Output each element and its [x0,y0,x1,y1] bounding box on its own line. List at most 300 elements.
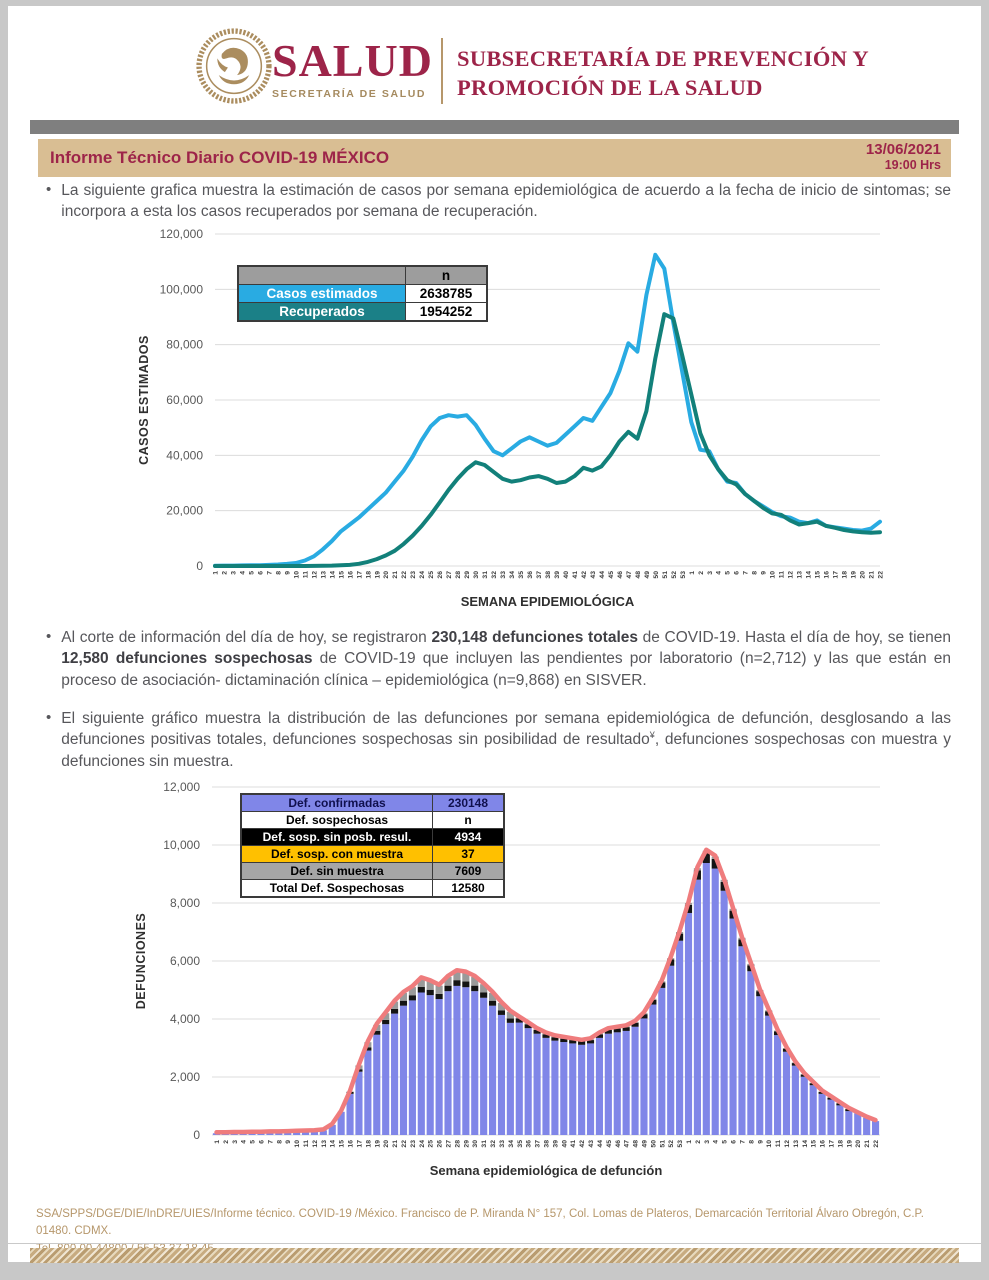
svg-text:14: 14 [329,571,337,579]
svg-text:27: 27 [446,571,454,579]
report-date: 13/06/2021 [865,141,941,158]
svg-text:42: 42 [579,1140,587,1148]
deaths-confirmed-bar [471,991,478,1135]
svg-text:48: 48 [634,571,642,579]
svg-text:16: 16 [823,571,831,579]
deaths-confirmed-bar [738,946,745,1135]
deaths-confirmed-bar [605,1034,612,1135]
svg-text:7: 7 [266,571,274,575]
svg-text:30: 30 [472,1140,480,1148]
bullet-marker: • [46,181,52,198]
cases-legend-table-value: 1954252 [406,303,488,322]
svg-text:51: 51 [659,1140,667,1148]
svg-text:33: 33 [498,1140,506,1148]
footer-divider [8,1243,981,1244]
deaths-confirmed-bar [819,1094,826,1135]
svg-text:14: 14 [329,1140,337,1148]
svg-text:6: 6 [257,571,265,575]
svg-text:10: 10 [293,571,301,579]
deaths-legend-table-label: Def. sospechosas [241,812,433,829]
svg-text:14: 14 [801,1140,809,1148]
svg-text:50: 50 [652,571,660,579]
svg-text:50: 50 [650,1140,658,1148]
svg-text:43: 43 [589,571,597,579]
deaths-confirmed-bar [649,1005,656,1135]
svg-text:6: 6 [258,1140,266,1144]
deaths-confirmed-bar [623,1031,630,1135]
svg-text:7: 7 [739,1140,747,1144]
svg-text:29: 29 [464,571,472,579]
svg-text:26: 26 [437,571,445,579]
deaths-susp-no-result-segment [453,980,460,986]
svg-text:2,000: 2,000 [169,1070,200,1084]
svg-text:32: 32 [490,1140,498,1148]
deaths-susp-no-result-segment [391,1009,398,1014]
deaths-susp-no-result-segment [409,995,416,1000]
svg-text:24: 24 [418,1140,426,1148]
deaths-legend-table-value: 4934 [433,829,505,846]
svg-text:2: 2 [221,571,229,575]
svg-text:20: 20 [855,1140,863,1148]
svg-text:51: 51 [661,571,669,579]
svg-text:15: 15 [338,1140,346,1148]
svg-text:6,000: 6,000 [169,954,200,968]
svg-text:80,000: 80,000 [166,337,203,352]
svg-text:23: 23 [409,1140,417,1148]
svg-text:40,000: 40,000 [166,448,203,463]
svg-text:41: 41 [570,1140,578,1148]
svg-text:15: 15 [338,571,346,579]
svg-text:2: 2 [697,571,705,575]
svg-text:34: 34 [507,1140,515,1148]
deaths-confirmed-bar [721,891,728,1135]
header-title-line1: SUBSECRETARÍA DE PREVENCIÓN Y [457,46,869,71]
svg-text:36: 36 [527,571,535,579]
svg-text:3: 3 [230,571,238,575]
deaths-confirmed-bar [854,1113,861,1135]
deaths-confirmed-bar [498,1015,505,1135]
deaths-susp-no-result-segment [444,986,451,992]
svg-text:0: 0 [196,559,203,573]
svg-text:17: 17 [356,571,364,579]
deaths-confirmed-bar [792,1066,799,1135]
svg-text:Semana epidemiológica de defun: Semana epidemiológica de defunción [429,1163,663,1178]
svg-text:2: 2 [694,1140,702,1144]
svg-text:3: 3 [706,571,714,575]
svg-text:36: 36 [525,1140,533,1148]
svg-text:5: 5 [249,1140,257,1144]
svg-text:4: 4 [715,571,723,575]
svg-text:15: 15 [814,571,822,579]
report-datetime [866,141,941,172]
svg-text:SEMANA EPIDEMIOLÓGICA: SEMANA EPIDEMIOLÓGICA [460,594,635,609]
svg-text:2: 2 [222,1140,230,1144]
svg-text:4: 4 [712,1140,720,1144]
deaths-confirmed-bar [667,966,674,1135]
deaths-confirmed-bar [836,1105,843,1135]
estimated-cases-line-chart [30,228,959,610]
svg-text:31: 31 [481,1140,489,1148]
header-divider [441,38,443,104]
deaths-legend-table-value: 12580 [433,880,505,898]
svg-text:52: 52 [668,1140,676,1148]
svg-text:4: 4 [240,1140,248,1144]
svg-text:49: 49 [641,1140,649,1148]
deaths-confirmed-bar [783,1052,790,1135]
deaths-susp-no-result-segment [436,994,443,999]
deaths-confirmed-bar [632,1027,639,1135]
svg-text:19: 19 [374,571,382,579]
deaths-confirmed-bar [587,1043,594,1135]
deaths-confirmed-bar [427,995,434,1135]
deaths-confirmed-bar [845,1111,852,1135]
svg-text:16: 16 [819,1140,827,1148]
svg-text:21: 21 [392,571,400,579]
deaths-legend-table-value: n [433,812,505,829]
deaths-confirmed-bar [462,987,469,1135]
brand-wordmark: SALUD [272,35,433,86]
svg-text:5: 5 [721,1140,729,1144]
deaths-legend-table-label: Total Def. Sospechosas [241,880,433,898]
deaths-confirmed-bar [703,863,710,1135]
deaths-susp-no-result-segment [418,987,425,992]
deaths-confirmed-bar [525,1028,532,1135]
brand-block [272,35,442,100]
deaths-confirmed-bar [560,1042,567,1135]
svg-text:10: 10 [766,1140,774,1148]
deaths-confirmed-bar [409,1000,416,1135]
svg-text:25: 25 [428,571,436,579]
deaths-confirmed-bar [542,1038,549,1135]
deaths-susp-no-result-segment [489,1001,496,1006]
svg-text:45: 45 [607,571,615,579]
deaths-legend-table-value: 7609 [433,863,505,880]
svg-text:46: 46 [616,571,624,579]
deaths-legend-table-row [241,863,504,880]
svg-text:52: 52 [670,571,678,579]
deaths-susp-no-result-segment [480,992,487,997]
deaths-legend-table-label: Def. confirmadas [241,794,433,812]
svg-text:18: 18 [837,1140,845,1148]
svg-text:53: 53 [677,1140,685,1148]
deaths-confirmed-bar [355,1072,362,1135]
svg-text:16: 16 [347,1140,355,1148]
svg-text:38: 38 [545,571,552,579]
svg-text:1: 1 [688,571,696,575]
deaths-legend-table-label: Def. sosp. sin posb. resul. [241,829,433,846]
deaths-confirmed-bar [810,1085,817,1135]
svg-text:9: 9 [757,1140,765,1144]
svg-text:45: 45 [605,1140,613,1148]
mexico-coat-of-arms-icon [196,28,272,104]
header-separator-bar [30,120,959,134]
bullet-marker: • [46,628,52,645]
svg-text:19: 19 [846,1140,854,1148]
svg-text:28: 28 [454,1140,462,1148]
deaths-confirmed-bar [694,880,701,1135]
deaths-confirmed-bar [480,998,487,1135]
deaths-confirmed-bar [489,1006,496,1135]
svg-text:22: 22 [877,571,885,579]
svg-text:42: 42 [580,571,588,579]
svg-text:0: 0 [193,1128,200,1142]
svg-text:8: 8 [275,571,283,575]
deaths-confirmed-bar [685,913,692,1135]
deaths-legend-table-row [241,812,504,829]
deaths-confirmed-bar [712,869,719,1135]
cases-legend-table [237,265,488,322]
deaths-confirmed-bar [827,1100,834,1135]
svg-text:12,000: 12,000 [163,780,200,794]
svg-text:21: 21 [392,1140,400,1148]
svg-text:1: 1 [212,571,220,575]
deaths-confirmed-bar [373,1035,380,1135]
svg-text:21: 21 [864,1140,872,1148]
report-time: 19:00 Hrs [884,158,941,172]
bullet-marker: • [46,709,52,726]
svg-text:40: 40 [562,571,570,579]
deaths-confirmed-bar [516,1023,523,1135]
cases-legend-table-value: 2638785 [406,285,488,303]
deaths-confirmed-bar [418,992,425,1135]
svg-text:1: 1 [686,1140,694,1144]
deaths-confirmed-bar [391,1014,398,1135]
svg-text:44: 44 [598,571,606,579]
deaths-confirmed-bar [756,996,763,1135]
svg-text:18: 18 [365,1140,373,1148]
svg-text:11: 11 [778,571,786,579]
svg-text:3: 3 [231,1140,239,1144]
svg-text:3: 3 [703,1140,711,1144]
svg-text:100,000: 100,000 [159,282,203,297]
deaths-susp-no-result-segment [498,1010,505,1015]
deaths-confirmed-bar [801,1077,808,1135]
svg-text:37: 37 [536,571,544,579]
deaths-confirmed-bar [453,986,460,1135]
cases-legend-table-row [238,303,487,322]
svg-text:DEFUNCIONES: DEFUNCIONES [134,912,148,1010]
svg-text:35: 35 [516,1140,524,1148]
svg-text:11: 11 [302,571,310,579]
svg-text:43: 43 [588,1140,596,1148]
svg-text:8: 8 [751,571,759,575]
deaths-susp-no-result-segment [382,1020,389,1024]
bullet-deaths-summary [46,627,951,691]
svg-text:9: 9 [760,571,768,575]
svg-text:9: 9 [284,571,292,575]
svg-text:5: 5 [248,571,256,575]
svg-text:37: 37 [534,1140,542,1148]
deaths-confirmed-bar [578,1045,585,1135]
deaths-confirmed-bar [863,1118,870,1135]
svg-text:26: 26 [436,1140,444,1148]
deaths-confirmed-bar [765,1016,772,1135]
bullet-deaths-chart-intro-text: El siguiente gráfico muestra la distribución de las defunciones por semana epidemiológica de defunción, desglosando a las defunciones positivas totales, defunciones sospechosas sin posibilidad de resultado¥, defunciones sospechosas con muestra y defunciones sin muestra. [61,710,951,770]
svg-text:40: 40 [561,1140,569,1148]
deaths-confirmed-bar [658,988,665,1135]
deaths-susp-no-result-segment [507,1019,514,1023]
svg-text:21: 21 [868,571,876,579]
deaths-susp-no-result-segment [462,982,469,988]
deaths-confirmed-bar [569,1043,576,1135]
deaths-confirmed-bar [774,1035,781,1135]
svg-text:53: 53 [679,571,687,579]
deaths-confirmed-bar [614,1032,621,1135]
header-subsecretaria-title [457,44,917,103]
svg-text:6: 6 [733,571,741,575]
svg-text:4: 4 [239,571,247,575]
svg-text:20: 20 [383,1140,391,1148]
recuperados-line [215,314,880,566]
svg-text:13: 13 [320,571,328,579]
deaths-legend-table-label: Def. sin muestra [241,863,433,880]
bullet-cases-intro [46,180,951,223]
bullet-deaths-summary-text: Al corte de información del día de hoy, se registraron 230,148 defunciones totales de COVID-19. Hasta el día de hoy, se tienen 12,580 defunciones sospechosas de COVID-19 que incluyen las pendientes por laboratorio (n=2,712) y las que están en proceso de asociación- dictaminación clínica – epidemiológica (n=9,868) en SISVER. [61,629,951,689]
estimated-cases-plot [30,228,959,610]
report-title: Informe Técnico Diario COVID-19 MÉXICO [50,148,390,167]
deaths-legend-table-value: 37 [433,846,505,863]
svg-text:23: 23 [410,571,418,579]
deaths-confirmed-bar [436,999,443,1135]
svg-text:10,000: 10,000 [163,838,200,852]
brand-subtitle: SECRETARÍA DE SALUD [272,88,427,100]
svg-text:10: 10 [294,1140,302,1148]
svg-text:11: 11 [775,1140,783,1148]
deaths-confirmed-bar [596,1038,603,1135]
svg-text:12: 12 [311,571,319,579]
svg-text:12: 12 [311,1140,319,1148]
svg-text:8: 8 [748,1140,756,1144]
bullet-deaths-chart-intro [46,708,951,772]
report-title-bar [38,139,951,177]
deaths-legend-table-row [241,794,504,812]
deaths-confirmed-bar [729,919,736,1135]
svg-text:8: 8 [276,1140,284,1144]
deaths-confirmed-bar [676,941,683,1135]
svg-text:13: 13 [792,1140,800,1148]
svg-text:7: 7 [267,1140,275,1144]
cases-legend-table-row [238,285,487,303]
svg-text:1: 1 [213,1140,221,1144]
cases-legend-table-label: Recuperados [238,303,406,322]
svg-text:31: 31 [482,571,490,579]
svg-text:18: 18 [841,571,849,579]
deaths-legend-table-row [241,880,504,898]
cases-legend-table-header-n: n [406,266,488,285]
svg-text:35: 35 [518,571,526,579]
svg-text:20,000: 20,000 [166,503,203,518]
header-title-line2: PROMOCIÓN DE LA SALUD [457,75,763,101]
deaths-susp-no-result-segment [400,1001,407,1006]
svg-text:CASOS ESTIMADOS: CASOS ESTIMADOS [137,335,151,465]
cases-legend-table-label: Casos estimados [238,285,406,303]
svg-text:28: 28 [455,571,463,579]
svg-text:22: 22 [401,571,409,579]
svg-text:9: 9 [285,1140,293,1144]
svg-text:20: 20 [859,571,867,579]
svg-text:27: 27 [445,1140,453,1148]
svg-text:17: 17 [832,571,840,579]
svg-text:46: 46 [614,1140,622,1148]
deaths-confirmed-bar [382,1024,389,1135]
deaths-confirmed-bar [364,1051,371,1135]
svg-text:13: 13 [320,1140,328,1148]
deaths-confirmed-bar [640,1018,647,1135]
svg-text:29: 29 [463,1140,471,1148]
svg-text:6: 6 [730,1140,738,1144]
svg-text:15: 15 [810,1140,818,1148]
deaths-confirmed-bar [507,1023,514,1135]
svg-text:47: 47 [625,571,633,579]
svg-text:5: 5 [724,571,732,575]
svg-text:14: 14 [805,571,813,579]
deaths-legend-table-row [241,846,504,863]
svg-text:12: 12 [787,571,795,579]
deaths-confirmed-bar [444,991,451,1135]
svg-text:39: 39 [552,1140,560,1148]
deaths-confirmed-bar [534,1034,541,1135]
svg-text:8,000: 8,000 [169,896,200,910]
svg-text:60,000: 60,000 [166,393,203,407]
deaths-susp-no-result-segment [471,986,478,992]
svg-text:18: 18 [365,571,373,579]
svg-text:4,000: 4,000 [169,1012,200,1026]
svg-text:44: 44 [596,1140,604,1148]
svg-text:20: 20 [383,571,391,579]
svg-text:32: 32 [491,571,499,579]
svg-text:33: 33 [500,571,508,579]
deaths-confirmed-bar [747,971,754,1135]
svg-text:24: 24 [419,571,427,579]
svg-text:49: 49 [643,571,651,579]
footer-address: SSA/SPPS/DGE/DIE/InDRE/UIES/Informe técnico. COVID-19 /México. Francisco de P. Miranda N° 157, Col. Lomas de Plateros, Demarcación Territorial Álvaro Obregón, C.P. 01480. CDMX. [36,1208,924,1238]
deaths-legend-table-row [241,829,504,846]
deaths-confirmed-bar [872,1121,879,1135]
svg-text:22: 22 [873,1140,881,1148]
svg-text:17: 17 [828,1140,836,1148]
deaths-legend-table-value: 230148 [433,794,505,812]
svg-text:7: 7 [742,571,750,575]
svg-text:30: 30 [473,571,481,579]
cases-legend-table-header-blank [238,266,406,285]
deaths-legend-table [240,793,505,898]
svg-text:22: 22 [400,1140,408,1148]
svg-text:12: 12 [783,1140,791,1148]
svg-text:16: 16 [347,571,355,579]
svg-text:38: 38 [543,1140,551,1148]
svg-text:19: 19 [374,1140,382,1148]
svg-text:17: 17 [356,1140,364,1148]
svg-text:47: 47 [623,1140,631,1148]
deaths-legend-table-label: Def. sosp. con muestra [241,846,433,863]
bullet-cases-intro-text: La siguiente grafica muestra la estimación de casos por semana epidemiológica de acuerdo a la fecha de inicio de sintomas; se incorpora a esta los casos recuperados por semana de recuperación. [61,182,951,221]
svg-text:13: 13 [796,571,804,579]
svg-text:39: 39 [553,571,561,579]
deaths-bar-chart [30,780,959,1185]
svg-text:10: 10 [769,571,777,579]
deaths-susp-no-result-segment [427,990,434,995]
svg-text:11: 11 [303,1140,311,1148]
deaths-confirmed-bar [400,1006,407,1135]
decorative-aztec-pattern-band [30,1248,959,1263]
svg-text:25: 25 [427,1140,435,1148]
svg-text:120,000: 120,000 [159,227,203,241]
svg-text:34: 34 [509,571,517,579]
svg-text:41: 41 [571,571,579,579]
svg-text:48: 48 [632,1140,640,1148]
deaths-confirmed-bar [551,1041,558,1135]
svg-text:19: 19 [850,571,858,579]
